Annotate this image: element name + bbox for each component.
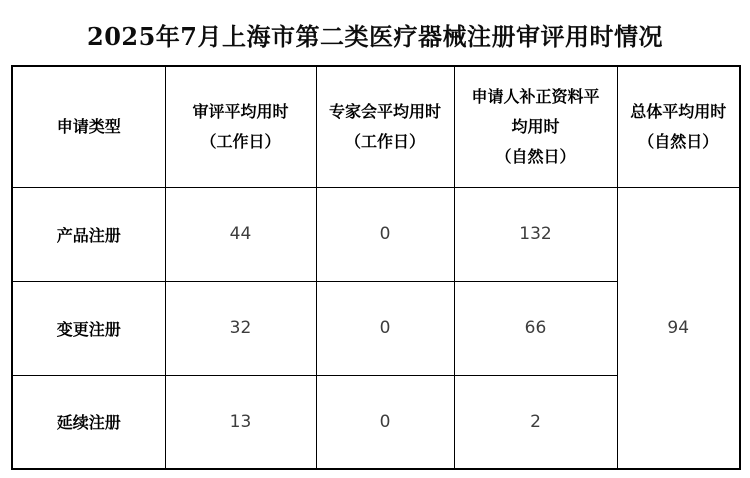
page-title: 2025年7月上海市第二类医疗器械注册审评用时情况	[87, 22, 663, 51]
table-header-row	[12, 66, 740, 187]
cell-renewal-supplement-days: 2	[454, 375, 617, 469]
cell-change-review-days: 32	[165, 281, 316, 375]
cell-renewal-expert-days: 0	[316, 375, 454, 469]
cell-change-supplement-days: 66	[454, 281, 617, 375]
cell-renewal-review-days: 13	[165, 375, 316, 469]
header-expert-meeting-average-line2: （工作日）	[344, 131, 425, 151]
row-label-change-registration: 变更注册	[12, 281, 165, 375]
header-supplement-average-line3: （自然日）	[495, 146, 576, 166]
header-overall-average	[617, 66, 740, 187]
header-expert-meeting-average-line1: 专家会平均用时	[328, 101, 441, 121]
cell-change-expert-days: 0	[316, 281, 454, 375]
header-review-average	[165, 66, 316, 187]
header-review-average-line1: 审评平均用时	[192, 101, 289, 121]
row-label-product-registration: 产品注册	[12, 187, 165, 281]
header-supplement-average-line1: 申请人补正资料平	[471, 86, 600, 106]
header-overall-average-line1: 总体平均用时	[630, 101, 727, 121]
cell-product-expert-days: 0	[316, 187, 454, 281]
row-label-renewal-registration: 延续注册	[12, 375, 165, 469]
header-supplement-average-line2: 均用时	[511, 116, 560, 136]
cell-overall-average: 94	[617, 187, 740, 469]
header-expert-meeting-average	[316, 66, 454, 187]
header-review-average-line2: （工作日）	[200, 131, 281, 151]
table-row-product-registration	[12, 187, 740, 281]
cell-product-review-days: 44	[165, 187, 316, 281]
header-overall-average-line2: （自然日）	[638, 131, 719, 151]
review-time-table	[11, 65, 741, 470]
header-application-type-label: 申请类型	[56, 116, 121, 136]
header-supplement-average	[454, 66, 617, 187]
header-application-type	[12, 66, 165, 187]
cell-product-supplement-days: 132	[454, 187, 617, 281]
